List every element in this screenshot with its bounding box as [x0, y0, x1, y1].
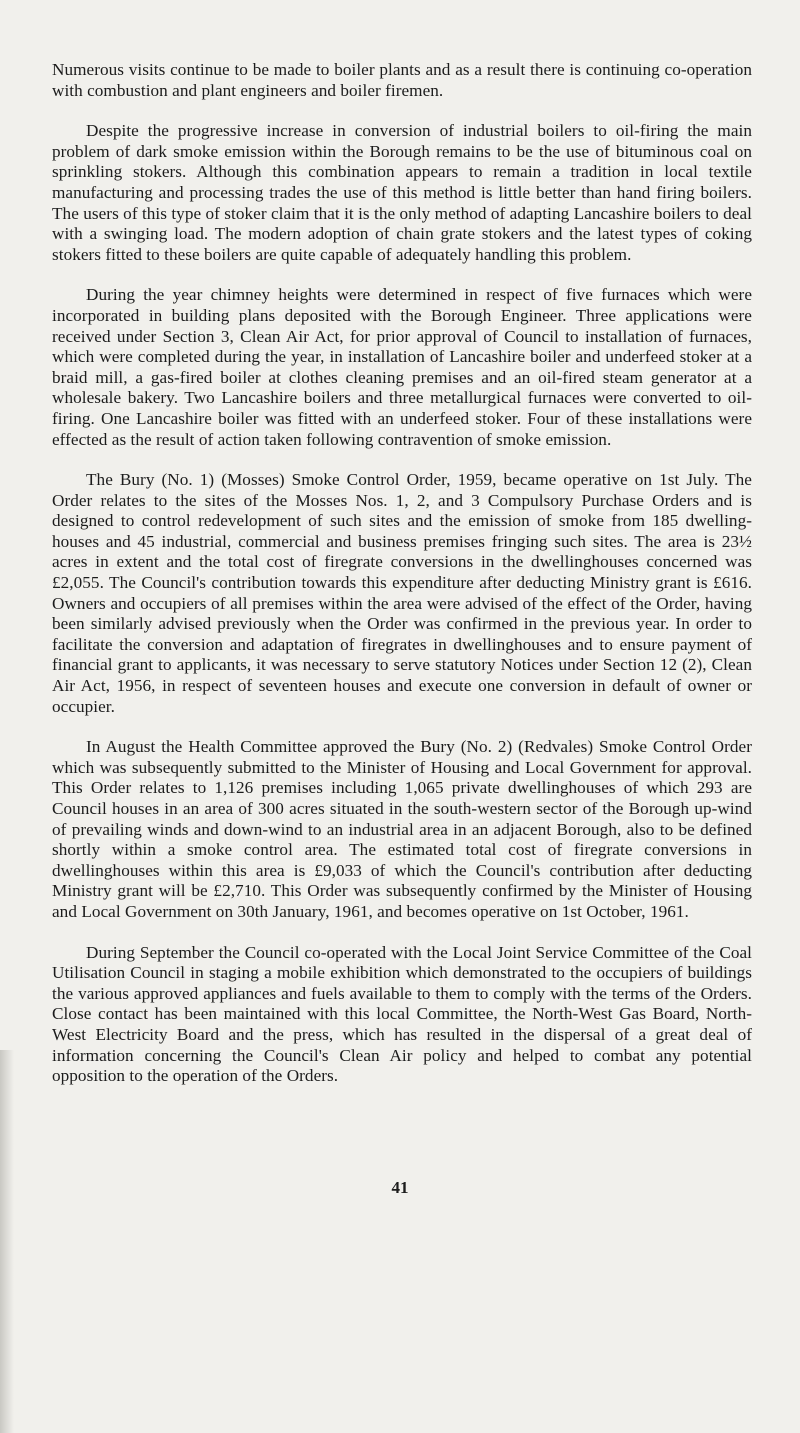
paragraph-redvales-order: In August the Health Committee approved the Bury (No. 2) (Redvales) Smoke Control Order which was subsequently submitted to the Minister of Housing and Local Government for approval. This Order relates to 1,126 premises including 1,065 private dwellinghouses of which 293 are Council houses in an area of 300 acres situated in the south-western sector of the Borough up-wind of prevailing winds and down-wind to an industrial area in an adjacent Borough, also to be defined shortly within a smoke control area. The estimated total cost of firegrate conversions in dwellinghouses within this area is £9,033 of which the Council's contribution after deducting Ministry grant will be £2,710. This Order was subsequently confirmed by the Minister of Housing and Local Government on 30th January, 1961, and becomes operative on 1st October, 1961.: [52, 737, 752, 921]
paragraph-dark-smoke-problem: Despite the progressive increase in conversion of industrial boilers to oil-firing the main problem of dark smoke emission within the Borough remains to be the use of bituminous coal on sprinkling stokers. Although this combination appears to remain a tradition in local textile manufacturing and processing trades the use of this method is little better than hand firing boilers. The users of this type of stoker claim that it is the only method of adapting Lancashire boilers to deal with a swinging load. The modern adoption of chain grate stokers and the latest types of coking stokers fitted to these boilers are quite capable of adequately handling this problem.: [52, 121, 752, 264]
document-body: [52, 60, 752, 1087]
paragraph-mobile-exhibition: During September the Council co-operated with the Local Joint Service Committee of the Coal Utilisation Council in staging a mobile exhibition which demonstrated to the occupiers of buildings the various approved appliances and fuels available to them to comply with the terms of the Orders. Close contact has been maintained with this local Committee, the North-West Gas Board, North-West Electricity Board and the press, which has resulted in the dispersal of a great deal of information concerning the Council's Clean Air policy and helped to combat any potential opposition to the operation of the Orders.: [52, 942, 752, 1086]
page-number: 41: [391, 1178, 409, 1197]
paragraph-boiler-visits: Numerous visits continue to be made to boiler plants and as a result there is continuing co-operation with combustion and plant engineers and boiler firemen.: [52, 60, 752, 100]
binding-shadow: [0, 1050, 14, 1433]
paragraph-mosses-order: The Bury (No. 1) (Mosses) Smoke Control Order, 1959, became operative on 1st July. The Order relates to the sites of the Mosses Nos. 1, 2, and 3 Compulsory Purchase Orders and is designed to control redevelopment of such sites and the emission of smoke from 185 dwelling-houses and 45 industrial, commercial and business premises fringing such sites. The area is 23½ acres in extent and the total cost of firegrate conversions in the dwellinghouses concerned was £2,055. The Council's contribution towards this expenditure after deducting Ministry grant is £616. Owners and occupiers of all premises within the area were advised of the effect of the Order, having been similarly advised previously when the Order was confirmed in the previous year. In order to facilitate the conversion and adaptation of firegrates in dwellinghouses and to ensure payment of financial grant to applicants, it was necessary to serve statutory Notices under Section 12 (2), Clean Air Act, 1956, in respect of seventeen houses and execute one conversion in default of owner or occupier.: [52, 470, 752, 716]
paragraph-chimney-heights: During the year chimney heights were determined in respect of five furnaces which were incorporated in building plans deposited with the Borough Engineer. Three applications were received under Section 3, Clean Air Act, for prior approval of Council to installation of furnaces, which were completed during the year, in installation of Lancashire boiler and underfeed stoker at a braid mill, a gas-fired boiler at clothes cleaning premises and an oil-fired steam generator at a wholesale bakery. Two Lancashire boilers and three metallurgical furnaces were converted to oil-firing. One Lancashire boiler was fitted with an underfeed stoker. Four of these installations were effected as the result of action taken following contravention of smoke emission.: [52, 285, 752, 449]
